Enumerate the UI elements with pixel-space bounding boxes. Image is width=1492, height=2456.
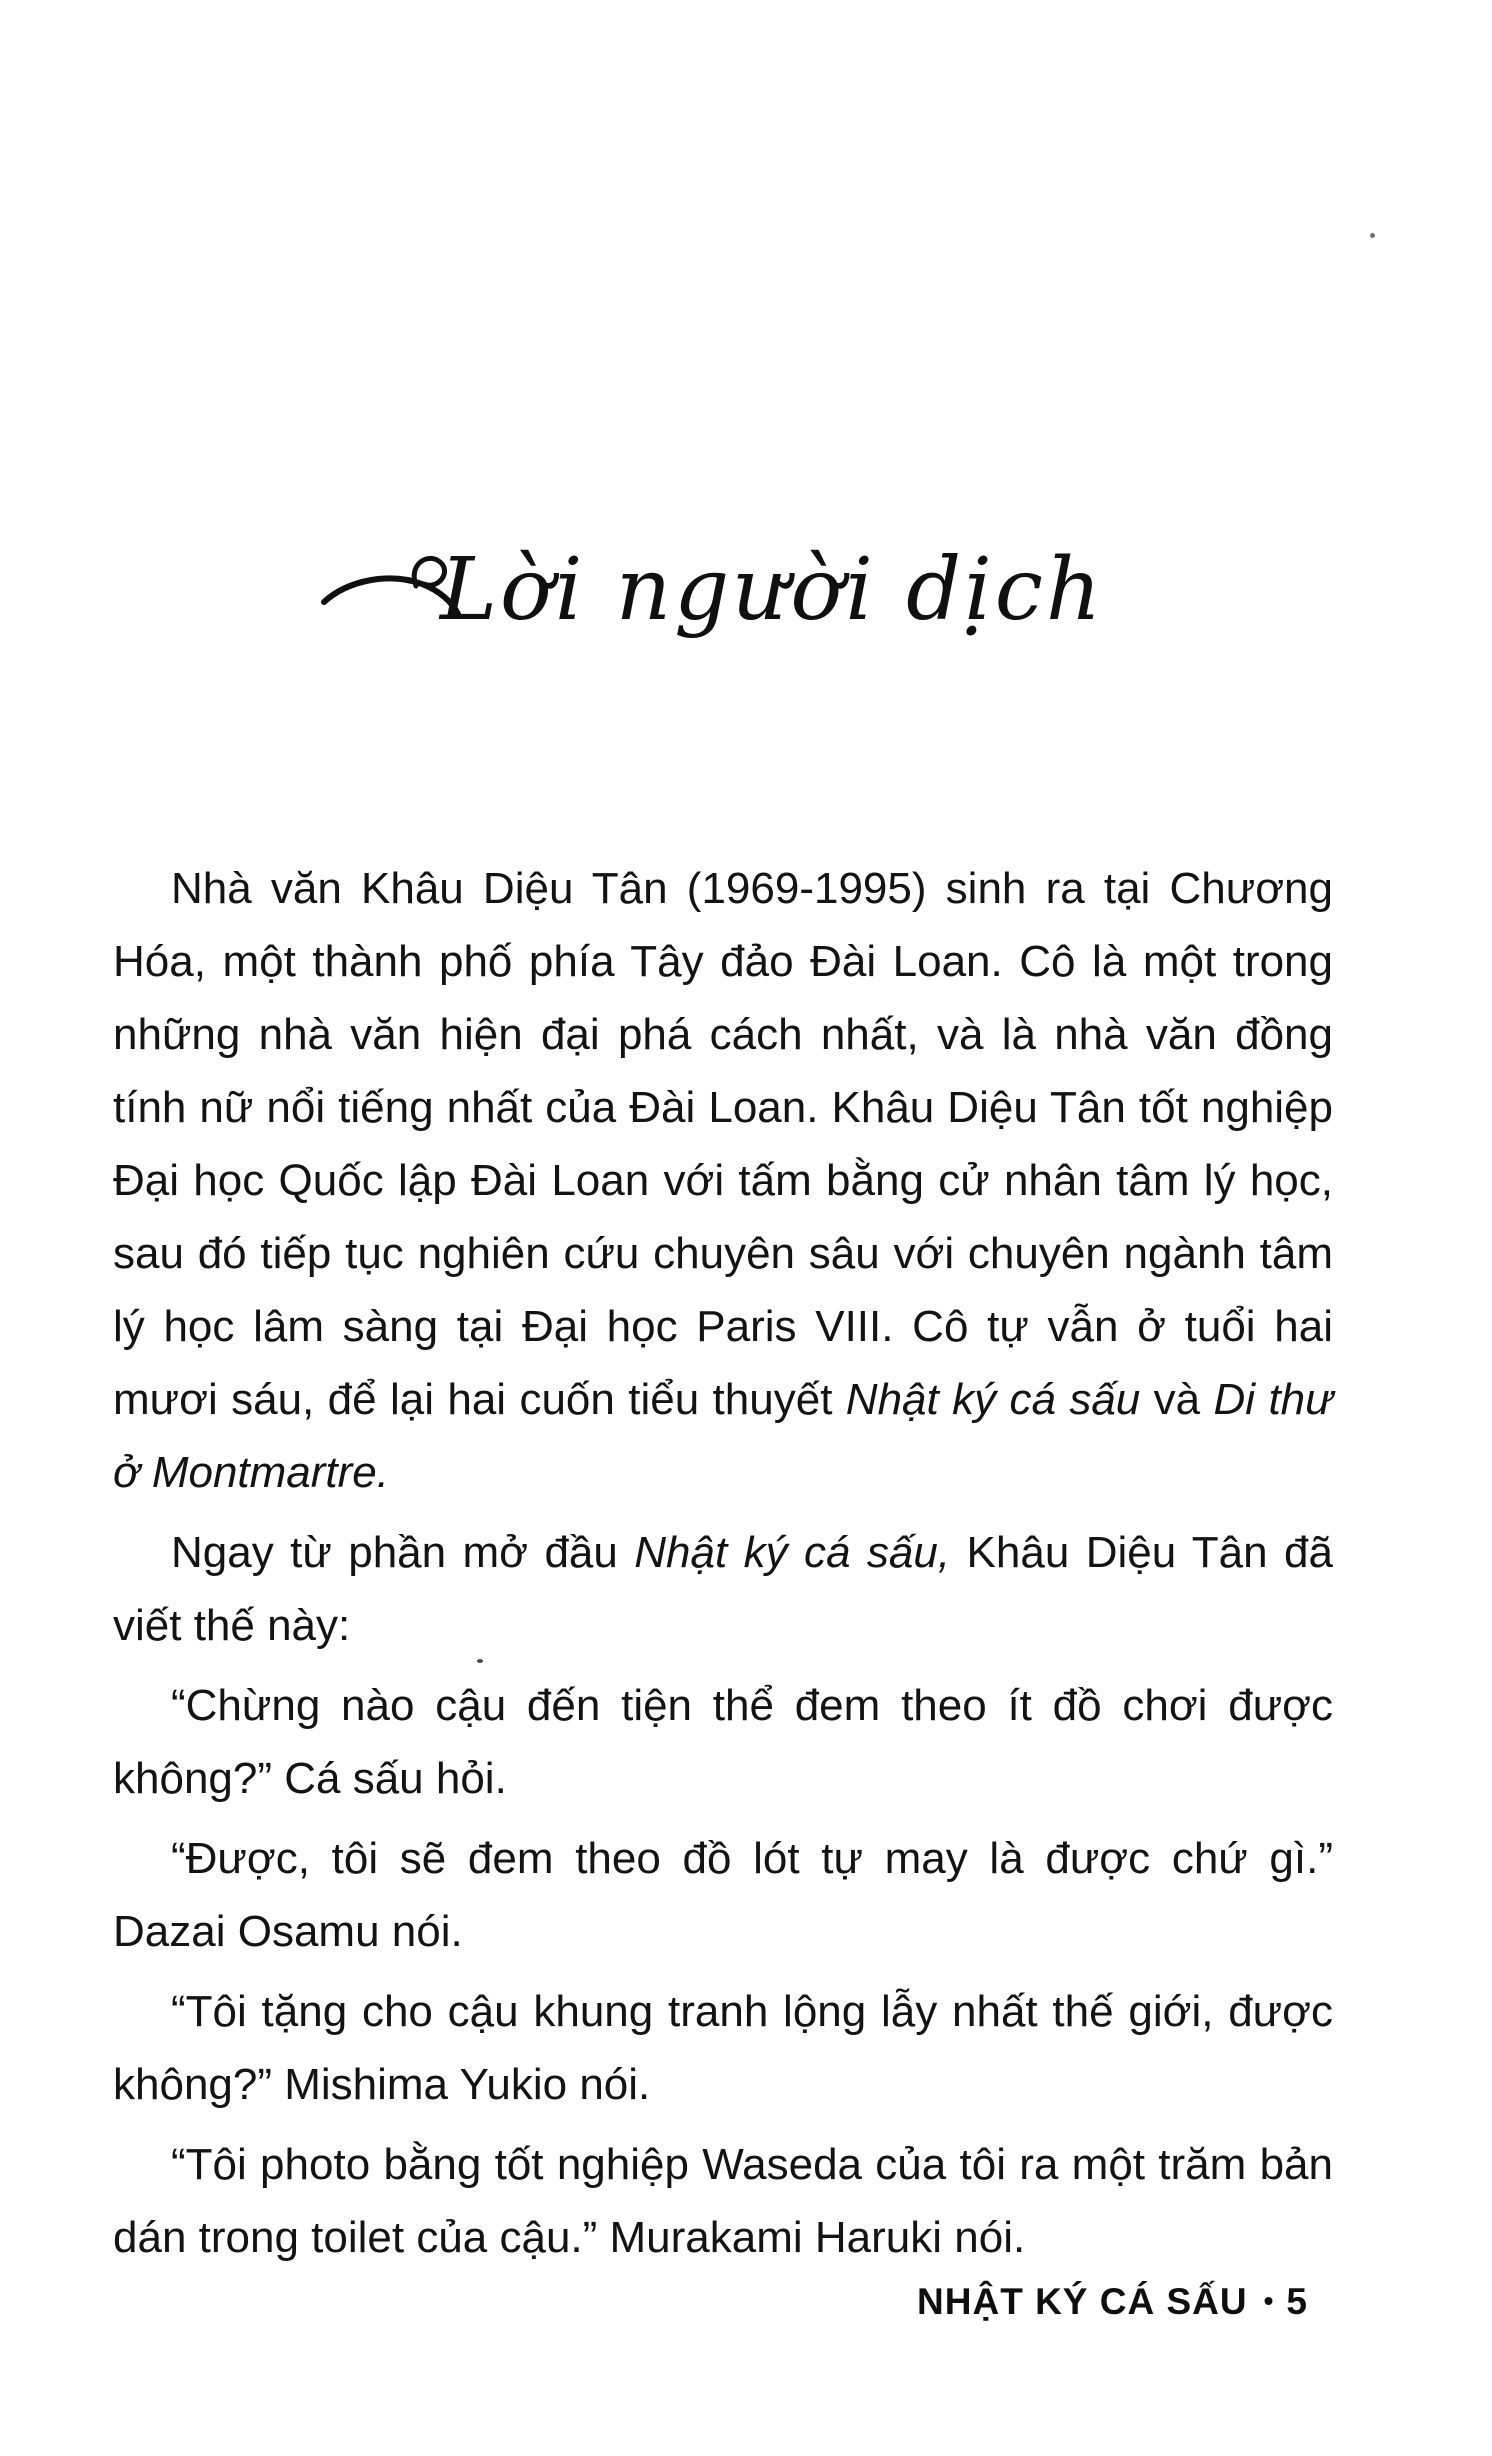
paragraph — [113, 852, 1333, 1509]
footer-separator: • — [1263, 2285, 1275, 2316]
text-run: Khâu Diệu Tân đã viết thế này: — [113, 1528, 1333, 1650]
text-run: Ngay từ phần mở đầu — [171, 1528, 635, 1577]
text-run: “Tôi tặng cho cậu khung tranh lộng lẫy nhất thế giới, được không?” Mishima Yukio nói. — [113, 1987, 1333, 2109]
page-number: 5 — [1286, 2281, 1308, 2322]
text-run: Nhà văn Khâu Diệu Tân (1969-1995) sinh ra tại Chương Hóa, một thành phố phía Tây đảo Đài Loan. Cô là một trong những nhà văn hiện đại phá cách nhất, và là nhà văn đồng tính nữ nổi tiếng nhất của Đài Loan. Khâu Diệu Tân tốt nghiệp Đại học Quốc lập Đài Loan với tấm bằng cử nhân tâm lý học, sau đó tiếp tục nghiên cứu chuyên sâu với chuyên ngành tâm lý học lâm sàng tại Đại học Paris VIII. Cô tự vẫn ở tuổi hai mươi sáu, để lại hai cuốn tiểu thuyết — [113, 864, 1333, 1424]
paragraph — [113, 1516, 1333, 1662]
body-text — [113, 852, 1333, 2281]
scan-artifact-dot — [477, 1659, 483, 1663]
chapter-heading-text: Lời người dịch — [440, 540, 1105, 640]
running-title: NHẬT KÝ CÁ SẤU — [917, 2281, 1248, 2322]
chapter-heading — [320, 540, 1104, 640]
text-run: “Chừng nào cậu đến tiện thể đem theo ít đồ chơi được không?” Cá sấu hỏi. — [113, 1681, 1333, 1803]
page-footer — [917, 2281, 1308, 2323]
paragraph — [113, 1822, 1333, 1968]
paragraph — [113, 1975, 1333, 2121]
paragraph — [113, 2128, 1333, 2274]
text-run: “Tôi photo bằng tốt nghiệp Waseda của tôi ra một trăm bản dán trong toilet của cậu.” Murakami Haruki nói. — [113, 2140, 1333, 2262]
italic-text-run: Nhật ký cá sấu, — [634, 1528, 951, 1577]
scan-artifact-dot — [1370, 233, 1375, 238]
paragraph — [113, 1669, 1333, 1815]
italic-text-run: Di thư ở Montmartre. — [113, 1375, 1334, 1497]
italic-text-run: Nhật ký cá sấu — [845, 1375, 1141, 1424]
text-run: và — [1140, 1375, 1214, 1424]
text-run: “Được, tôi sẽ đem theo đồ lót tự may là được chứ gì.” Dazai Osamu nói. — [113, 1834, 1333, 1956]
